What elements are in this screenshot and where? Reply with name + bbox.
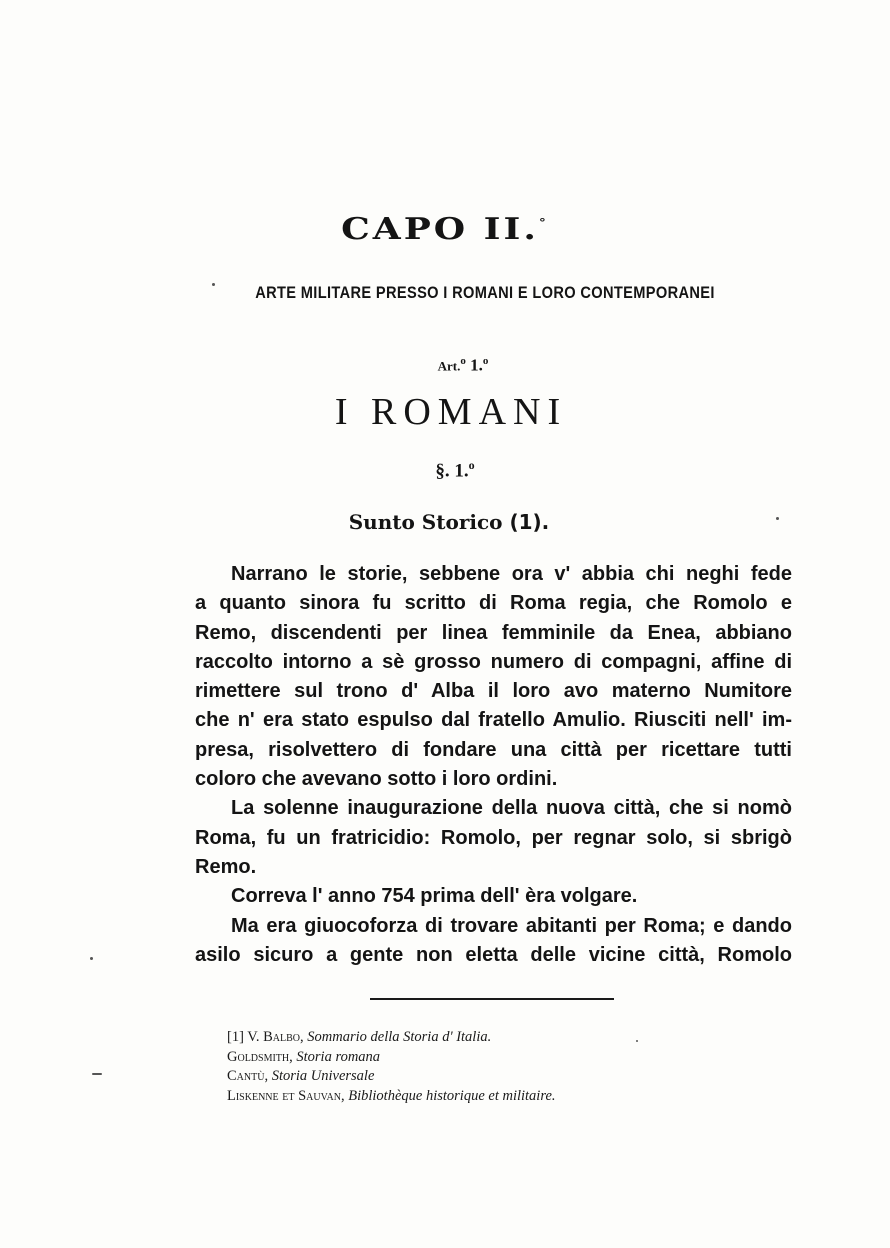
footnote-line — [227, 1028, 747, 1048]
section-heading-text: Sunto Storico — [348, 510, 503, 534]
footnote-title: Storia Universale — [271, 1068, 375, 1084]
chapter-title-text: CAPO II. — [341, 211, 539, 247]
chapter-title-degree: ° — [538, 216, 549, 230]
body-line: Roma, fu un fratricidio: Romolo, per regnar solo, si sbrigò — [195, 826, 792, 849]
paragraph-mark-text: §. 1. — [435, 460, 469, 482]
paper-speck — [92, 1073, 102, 1075]
paragraph-mark-sup: o — [468, 458, 475, 472]
footnote-author: Liskenne et Sauvan, — [227, 1087, 345, 1104]
body-text — [195, 560, 792, 970]
footnote-author: Balbo, — [263, 1029, 304, 1045]
paragraph-mark — [10, 458, 890, 482]
article-number: 1. — [470, 355, 483, 375]
body-line: La solenne inaugurazione della nuova città, che si nomò — [231, 797, 792, 820]
footnote-separator — [370, 998, 614, 1000]
body-line: Remo, discendenti per linea femminile da Enea, abbiano — [195, 621, 792, 644]
body-line: a quanto sinora fu scritto di Roma regia, che Romolo e — [195, 592, 792, 615]
body-line: rimettere sul trono d' Alba il loro avo materno Numitore — [195, 680, 792, 703]
footnote-line — [227, 1067, 747, 1087]
chapter-subtitle: ARTE MILITARE PRESSO I ROMANI E LORO CONTEMPORANEI — [255, 283, 715, 302]
footnote-author: Cantù, — [227, 1068, 269, 1084]
footnote-title: Storia romana — [296, 1048, 381, 1065]
article-heading — [18, 355, 890, 376]
section-title: I ROMANI — [334, 391, 568, 433]
body-line: asilo sicuro a gente non eletta delle vicine città, Romolo — [195, 943, 792, 966]
paper-speck — [636, 1040, 638, 1042]
body-line: coloro che avevano sotto i loro ordini. — [195, 768, 558, 791]
article-number-sup: o — [482, 355, 489, 367]
body-line: raccolto intorno a sè grosso numero di compagni, affine di — [195, 650, 792, 673]
paper-speck — [776, 517, 779, 520]
body-line: che n' era stato espulso dal fratello Amulio. Riusciti nell' im- — [195, 709, 792, 732]
footnote-author: Goldsmith, — [227, 1048, 293, 1065]
article-label: Art. — [437, 358, 461, 374]
body-line: Remo. — [195, 855, 257, 878]
paper-speck — [212, 283, 215, 286]
body-line: presa, risolvettero di fondare una città per ricettare tutti — [195, 738, 792, 761]
footnote-title: Bibliothèque historique et militaire. — [348, 1087, 556, 1104]
footnote-prefix: [1] V. — [227, 1029, 264, 1045]
body-line: Correva l' anno 754 prima dell' èra volgare. — [231, 885, 638, 908]
chapter-title — [0, 212, 890, 246]
body-line: Narrano le storie, sebbene ora v' abbia chi neghi fede — [231, 563, 792, 585]
footnote-line — [227, 1048, 747, 1068]
paper-speck — [90, 957, 93, 960]
section-heading — [4, 510, 890, 534]
body-line: Ma era giuocoforza di trovare abitanti per Roma; e dando — [231, 914, 792, 937]
footnote-line — [227, 1087, 747, 1107]
footnotes — [227, 1028, 747, 1106]
footnote-reference: (1). — [509, 510, 550, 534]
article-label-sup: o — [460, 355, 466, 367]
footnote-title: Sommario della Storia d' Italia. — [307, 1029, 492, 1045]
